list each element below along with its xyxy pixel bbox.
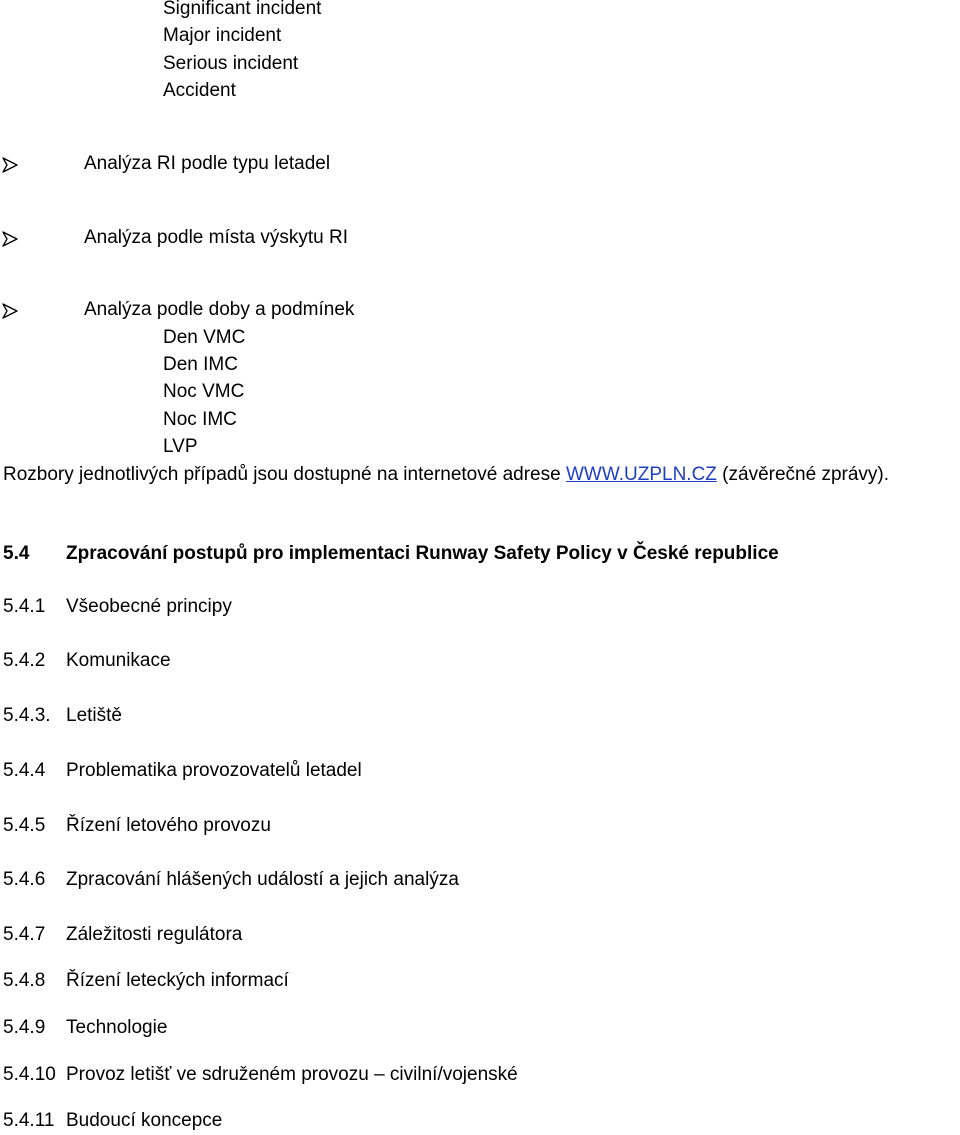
section-title: Provoz letišť ve sdruženém provozu – civilní/vojenské (66, 1064, 518, 1085)
heading-title: Zpracování postupů pro implementaci Runway Safety Policy v České republice (66, 543, 779, 564)
list-item-day-vmc: Den VMC (163, 327, 246, 348)
section-title: Záležitosti regulátora (66, 924, 243, 945)
section-title: Zpracování hlášených událostí a jejich analýza (66, 869, 459, 890)
list-item-serious-incident: Serious incident (163, 53, 299, 74)
list-item-lvp: LVP (163, 436, 198, 457)
section-5-4-6 (3, 869, 459, 891)
section-heading-5-4 (3, 543, 779, 565)
list-item-day-imc: Den IMC (163, 354, 238, 375)
section-number: 5.4.7 (3, 924, 46, 945)
section-number: 5.4.11 (3, 1110, 55, 1131)
heading-number: 5.4 (3, 543, 30, 564)
section-number: 5.4.2 (3, 650, 46, 671)
section-number: 5.4.10 (3, 1064, 56, 1085)
section-5-4-8 (3, 970, 289, 992)
section-5-4-3 (3, 705, 122, 727)
section-number: 5.4.5 (3, 815, 46, 836)
list-item-major-incident: Major incident (163, 25, 282, 46)
paragraph-text: Rozbory jednotlivých případů jsou dostupné na internetové adrese (3, 464, 566, 485)
section-number: 5.4.6 (3, 869, 46, 890)
section-title: Všeobecné principy (66, 596, 232, 617)
list-item-significant-incident: Significant incident (163, 0, 322, 19)
section-5-4-2 (3, 650, 171, 672)
arrow-bullet-icon (2, 303, 18, 319)
section-title: Letiště (66, 705, 122, 726)
section-number: 5.4.4 (3, 760, 46, 781)
bullet-analysis-aircraft-type (0, 153, 400, 175)
bullet-text: Analýza RI podle typu letadel (84, 153, 331, 174)
list-item-night-vmc: Noc VMC (163, 381, 245, 402)
section-title: Komunikace (66, 650, 171, 671)
arrow-bullet-icon (2, 231, 18, 247)
list-item-accident: Accident (163, 80, 236, 101)
section-5-4-4 (3, 760, 362, 782)
section-number: 5.4.9 (3, 1017, 46, 1038)
section-5-4-7 (3, 924, 242, 946)
section-5-4-5 (3, 815, 271, 837)
section-5-4-10 (3, 1064, 518, 1086)
paragraph-text-end: (závěrečné zprávy). (716, 464, 890, 485)
bullet-analysis-time-conditions (0, 299, 400, 321)
bullet-text: Analýza podle místa výskytu RI (84, 227, 348, 248)
section-title: Budoucí koncepce (66, 1110, 223, 1131)
section-5-4-1 (3, 596, 232, 618)
bullet-analysis-location (0, 227, 400, 249)
section-title: Řízení letového provozu (66, 815, 271, 836)
arrow-bullet-icon (2, 157, 18, 173)
bullet-text: Analýza podle doby a podmínek (84, 299, 355, 320)
list-item-night-imc: Noc IMC (163, 409, 237, 430)
section-number: 5.4.3. (3, 705, 51, 726)
section-5-4-11 (3, 1110, 222, 1132)
section-title: Řízení leteckých informací (66, 970, 289, 991)
section-title: Technologie (66, 1017, 168, 1038)
section-5-4-9 (3, 1017, 167, 1039)
section-title: Problematika provozovatelů letadel (66, 760, 362, 781)
reports-paragraph (3, 464, 889, 486)
section-number: 5.4.1 (3, 596, 46, 617)
uzpln-link[interactable]: WWW.UZPLN.CZ (565, 464, 717, 485)
section-number: 5.4.8 (3, 970, 46, 991)
